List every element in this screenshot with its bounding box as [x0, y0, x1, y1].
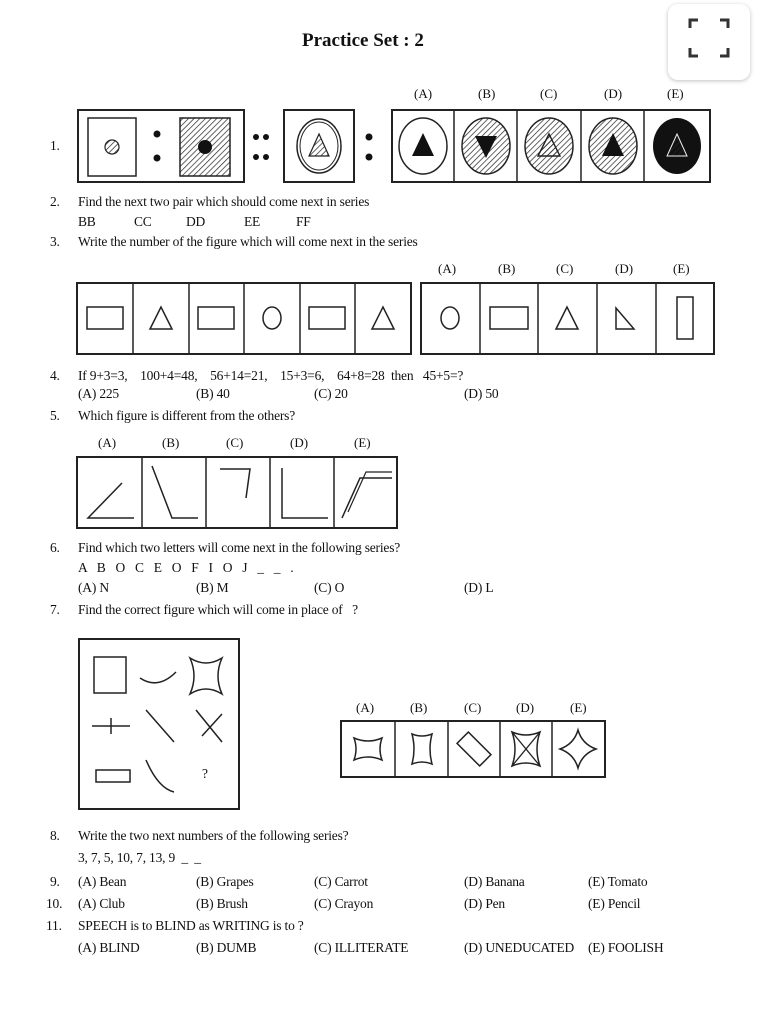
- option-text: (C) O: [314, 580, 345, 595]
- question-number: 7.: [50, 602, 60, 617]
- option-text: (A) BLIND: [78, 940, 140, 955]
- option-text: (B) Grapes: [196, 874, 254, 889]
- q5-figures: [76, 456, 400, 530]
- question-number: 10.: [46, 896, 63, 911]
- q1-figures: [76, 106, 716, 186]
- option-label: (A): [98, 435, 117, 450]
- option-text: (C) Crayon: [314, 896, 374, 911]
- option-text: (B) M: [196, 580, 229, 595]
- option-label: (C): [226, 435, 244, 450]
- option-text: (A) Club: [78, 896, 125, 911]
- option-text: (A) Bean: [78, 874, 127, 889]
- series-item: DD: [186, 214, 206, 229]
- question-text: If 9+3=3, 100+4=48, 56+14=21, 15+3=6, 64+8=28 then 45+5=?: [78, 368, 464, 383]
- option-text: (B) DUMB: [196, 940, 257, 955]
- question-text: Write the number of the figure which will come next in the series: [78, 234, 418, 249]
- series-item: EE: [244, 214, 261, 229]
- question-number: 8.: [50, 828, 60, 843]
- expand-icon: [668, 4, 750, 80]
- question-number: 5.: [50, 408, 60, 423]
- option-text: (D) Pen: [464, 896, 505, 911]
- option-label: (B): [410, 700, 428, 715]
- q7-matrix-figure: [78, 638, 242, 812]
- option-text: (E) FOOLISH: [588, 940, 664, 955]
- option-label: (E): [354, 435, 371, 450]
- option-text: (C) 20: [314, 386, 348, 401]
- question-text: Find the next two pair which should come next in series: [78, 194, 370, 209]
- option-label: (C): [464, 700, 482, 715]
- option-text: (C) ILLITERATE: [314, 940, 409, 955]
- option-label: (E): [673, 261, 690, 276]
- question-number: 9.: [50, 874, 60, 889]
- letter-series: A B O C E O F I O J _ _ .: [78, 560, 295, 575]
- option-text: (B) 40: [196, 386, 230, 401]
- q3-figures: [76, 282, 716, 356]
- fullscreen-button[interactable]: [668, 4, 750, 80]
- question-text: SPEECH is to BLIND as WRITING is to ?: [78, 918, 304, 933]
- question-number: 2.: [50, 194, 60, 209]
- question-number: 3.: [50, 234, 60, 249]
- option-label: (D): [604, 86, 623, 101]
- option-text: (A) N: [78, 580, 109, 595]
- option-label: (D): [290, 435, 309, 450]
- option-label: (D): [615, 261, 634, 276]
- option-text: (E) Tomato: [588, 874, 648, 889]
- page-title: Practice Set : 2: [302, 30, 424, 51]
- question-text: Find which two letters will come next in the following series?: [78, 540, 401, 555]
- question-text: Find the correct figure which will come in place of ?: [78, 602, 358, 617]
- option-text: (D) 50: [464, 386, 499, 401]
- option-text: (C) Carrot: [314, 874, 368, 889]
- option-text: (B) Brush: [196, 896, 248, 911]
- question-text: Which figure is different from the others?: [78, 408, 296, 423]
- series-item: FF: [296, 214, 311, 229]
- option-label: (E): [570, 700, 587, 715]
- option-text: (D) L: [464, 580, 494, 595]
- number-series: 3, 7, 5, 10, 7, 13, 9 _ _: [78, 850, 201, 865]
- series-item: CC: [134, 214, 152, 229]
- question-number: 6.: [50, 540, 60, 555]
- option-label: (A): [414, 86, 433, 101]
- option-text: (A) 225: [78, 386, 119, 401]
- series-item: BB: [78, 214, 96, 229]
- option-label: (D): [516, 700, 535, 715]
- option-label: (C): [556, 261, 574, 276]
- option-label: (B): [478, 86, 496, 101]
- option-label: (B): [162, 435, 180, 450]
- option-text: (D) UNEDUCATED: [464, 940, 575, 955]
- option-label: (E): [667, 86, 684, 101]
- question-number: 1.: [50, 138, 60, 153]
- question-number: 11.: [46, 918, 62, 933]
- option-text: (D) Banana: [464, 874, 525, 889]
- question-number: 4.: [50, 368, 60, 383]
- option-label: (C): [540, 86, 558, 101]
- q7-answer-figures: [340, 720, 608, 780]
- option-text: (E) Pencil: [588, 896, 641, 911]
- option-label: (A): [438, 261, 457, 276]
- option-label: (B): [498, 261, 516, 276]
- question-mark: ?: [202, 766, 208, 781]
- question-text: Write the two next numbers of the following series?: [78, 828, 349, 843]
- option-label: (A): [356, 700, 375, 715]
